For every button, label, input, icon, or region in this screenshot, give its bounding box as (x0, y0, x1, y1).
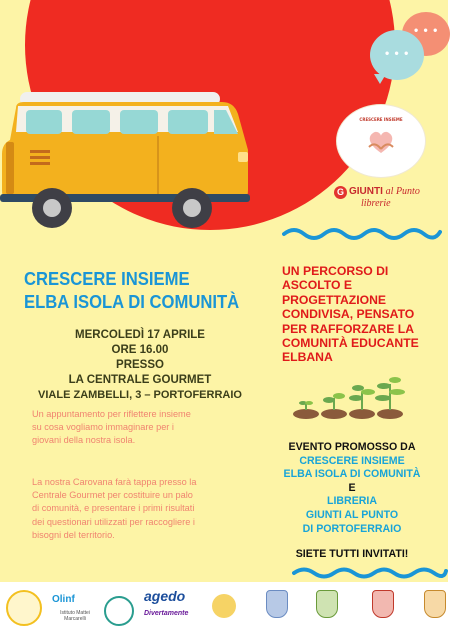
heart-hands-icon (365, 127, 397, 157)
chat-bubble-icon: • • • (402, 12, 450, 56)
title-line-2: ELBA ISOLA DI COMUNITÀ (24, 291, 240, 312)
seedlings-illustration (292, 374, 408, 420)
sponsor-logo-sun (212, 594, 236, 618)
giunti-logo (334, 186, 434, 212)
van-window (120, 110, 158, 134)
description-paragraph-1: Un appuntamento per riflettere insieme su cosa vogliamo immaginare per i giovani della nostra isola. (32, 409, 191, 446)
coat-of-arms-icon (266, 590, 288, 618)
crescere-insieme-logo (336, 104, 426, 178)
mission-line: CONDIVISA, PENSATO (282, 307, 415, 322)
van-window (26, 110, 62, 134)
van-headlight (238, 152, 248, 162)
chat-bubble-tail (374, 74, 386, 84)
event-venue: LA CENTRALE GOURMET (68, 374, 212, 386)
event-time: ORE 16.00 (111, 344, 169, 356)
promo-line: CRESCERE INSIEME (299, 454, 405, 467)
promo-line: LIBRERIA (326, 495, 378, 508)
van-window (168, 110, 208, 134)
mission-line: PROGETTAZIONE (282, 292, 387, 307)
title-line-1: CRESCERE INSIEME (24, 268, 190, 289)
description-paragraph-2: La nostra Carovana farà tappa presso la Centrale Gourmet per costituire un palo di comunità, e presentare i primi risultati dei questionari utilizzati per raccogliere i bisogni del territorio. (32, 477, 197, 540)
wave-divider-bottom (292, 566, 448, 580)
coat-of-arms-icon (372, 590, 394, 618)
giunti-g-icon: G (334, 186, 347, 199)
chat-bubble-icon-secondary: • • • (370, 30, 424, 80)
mission-text (282, 264, 442, 365)
promo-line: DI PORTOFERRAIO (302, 522, 402, 535)
event-date: MERCOLEDÌ 17 APRILE (75, 329, 205, 341)
sponsor-agedo: agedo (144, 588, 186, 604)
giunti-sub: librerie (361, 198, 391, 209)
mission-line: ELBANA (282, 350, 333, 365)
sponsor-footer (0, 582, 448, 634)
mission-line: COMUNITÀ EDUCANTE (282, 336, 419, 351)
promo-line: EVENTO PROMOSSO DA (288, 441, 416, 453)
invite-line: SIETE TUTTI INVITATI! (295, 548, 409, 561)
sponsor-divertamente: Divertamente (144, 610, 189, 617)
event-presso: PRESSO (116, 359, 164, 371)
promo-line: ELBA ISOLA DI COMUNITÀ (283, 468, 421, 481)
giunti-name: GIUNTI (349, 186, 383, 197)
van-illustration (0, 90, 256, 230)
coat-of-arms-icon (316, 590, 338, 618)
badge-title: CRESCERE INSIEME (359, 117, 403, 122)
promo-block (262, 441, 442, 562)
coat-of-arms-icon (424, 590, 446, 618)
sponsor-subtitle: Istituto Mattei Marcarelli (60, 610, 90, 622)
event-address: VIALE ZAMBELLI, 3 – PORTOFERRAIO (38, 389, 242, 401)
sponsor-olinf: Olinf (52, 594, 75, 605)
mission-line: ASCOLTO E (282, 278, 352, 293)
promo-line: E (348, 481, 356, 494)
mission-line: PER RAFFORZARE LA (282, 321, 415, 336)
right-margin (448, 0, 456, 634)
van-rear (6, 142, 14, 194)
van-window (72, 110, 110, 134)
wave-divider (282, 226, 442, 242)
sponsor-logo-circle (6, 590, 42, 626)
promo-line: GIUNTI AL PUNTO (305, 508, 399, 521)
giunti-al-punto: al Punto (385, 186, 420, 197)
sponsor-logo-ring (104, 596, 134, 626)
mission-line: UN PERCORSO DI (282, 264, 389, 278)
